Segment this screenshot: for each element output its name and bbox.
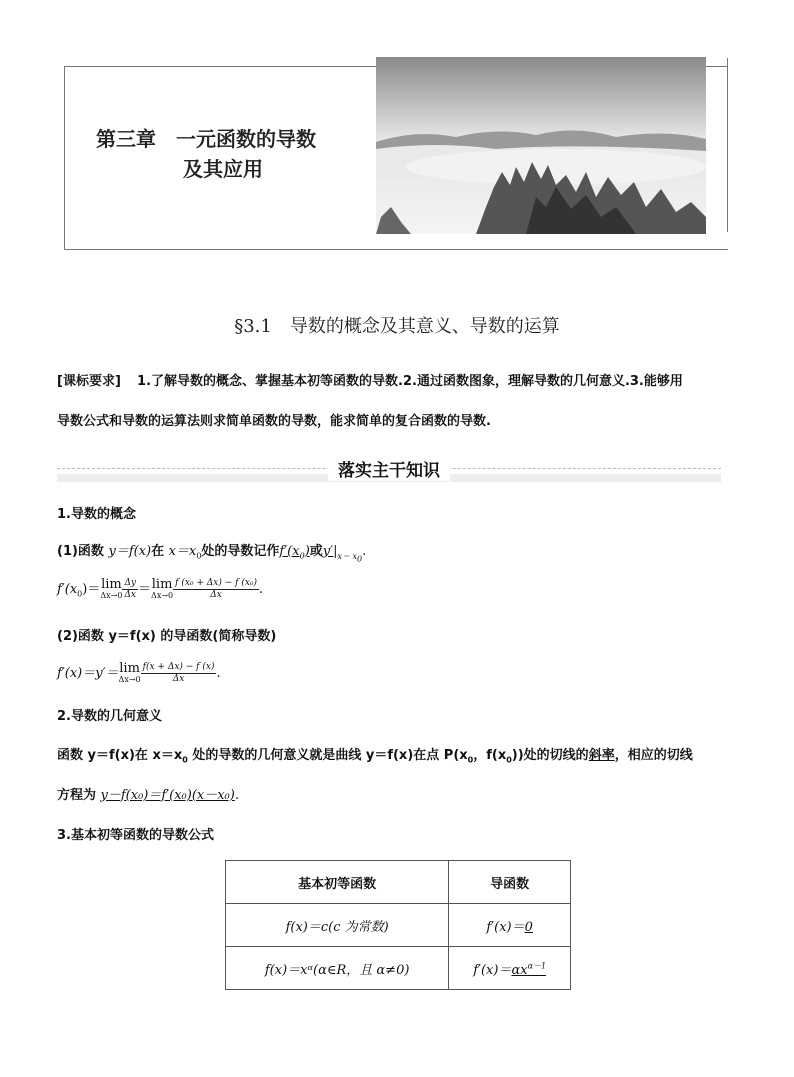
f1-frac1 [122, 578, 138, 601]
f1-lhs-end: )＝ [82, 582, 101, 597]
s2-line2-end: . [234, 788, 239, 803]
s2-line1-b: 处的导数的几何意义就是曲线 y＝f(x)在点 P(x [187, 748, 468, 763]
deriv-answer [511, 963, 546, 978]
f2-lim-sub: Δx→0 [118, 675, 141, 684]
s1-p1-mid2: 处的导数记作 [201, 544, 280, 559]
f2-lim [119, 662, 141, 685]
s1-p1: (1)函数 y＝f(x)在 $x=x_0$处的导数记作$f'(x_0)$或$y'|_{x= x_0}$. [57, 544, 367, 564]
deriv-answer-exp: α－1 [527, 961, 547, 971]
s1-p1-or: 或 [309, 544, 323, 559]
f1-lhs: f′(x [57, 582, 78, 597]
table-row [226, 904, 571, 947]
f2-frac [141, 662, 217, 685]
knowledge-heading-band [57, 456, 721, 484]
deriv-answer-base: αx [511, 962, 528, 978]
f1-lim1 [100, 578, 122, 601]
deriv-answer: 0 [524, 919, 533, 935]
s1-formula2: f′(x)＝y′＝lim Δx→0 $\frac{f(x + \Delta x) - f (x)}{\Delta x}$ . [57, 661, 221, 684]
table-cell-func: f(x)＝c(c 为常数) [226, 904, 449, 947]
s2-line2 [57, 786, 737, 806]
banner-divider [727, 58, 728, 232]
s2-line1-c: ，f(x [473, 748, 507, 763]
table-row [226, 947, 571, 990]
s1-p1-ans2-sub: x＝ x0 [337, 551, 363, 564]
f1-frac1-den: Δx [124, 590, 137, 600]
s1-title: 1.导数的概念 [57, 507, 136, 522]
f2-lhs: f′(x)＝y′＝ [57, 666, 119, 681]
s1-p1-ans2-sub-text: x＝ x [337, 551, 358, 561]
chapter-title [96, 124, 316, 184]
f2-lim-word: lim [119, 661, 140, 676]
s2-line2-a: 方程为 [57, 788, 101, 803]
f1-frac2-den: Δx [210, 590, 222, 600]
derivative-table [225, 860, 571, 990]
requirements-label: [课标要求] [57, 374, 121, 389]
s1-p1-mid: 在 [151, 544, 169, 559]
s1-p1-fx: y＝f(x) [108, 544, 152, 559]
s2-line1-answer: 斜率 [588, 748, 615, 763]
f1-eq: ＝ [138, 582, 152, 597]
f1-frac2-num: f (x₀ + Δx) − f (x₀) [175, 578, 258, 588]
s2-line1: 函数 y＝f(x)在 $x=x_0$ 处的导数的几何意义就是曲线 y＝f(x)在点 $P(x_0$，$f(x_0)$)处的切线的斜率，相应的切线 [57, 748, 693, 765]
s2-title: 2.导数的几何意义 [57, 709, 162, 724]
s1-formula1: $f'(x_0)=\lim$ Δx→0 $\frac{\Delta y}{\Delta x}$ ＝lim Δx→0 $\frac{\text{f (x₀ + Δx) − f (x₀)}}{\Delta x}$ . [57, 577, 264, 600]
chapter-title-line2: 及其应用 [183, 157, 263, 181]
f1-lim1-sub: Δx→0 [100, 591, 123, 600]
s2-line1-a: 函数 y＝f(x)在 x＝x [57, 748, 183, 763]
requirements-line2: 导数公式和导数的运算法则求简单函数的导数，能求简单的复合函数的导数. [57, 414, 491, 429]
s2-line2-answer: y－f(x₀)＝f′(x₀)(x－x₀) [100, 788, 235, 803]
s3-title: 3.基本初等函数的导数公式 [57, 828, 214, 843]
s1-p1-prefix: (1)函数 [57, 544, 109, 559]
f1-lim2-sub: Δx→0 [151, 591, 174, 600]
table-header-deriv: 导函数 [449, 861, 571, 904]
deriv-prefix: f′(x)＝ [486, 919, 525, 935]
s1-p1-x: x＝x [168, 544, 197, 559]
s1-p1-ans2: y′| [322, 544, 338, 559]
s2-line1-e: ，相应的切线 [614, 748, 693, 763]
table-cell-deriv [449, 947, 571, 990]
table-header-func: 基本初等函数 [226, 861, 449, 904]
f1-lim1-word: lim [101, 577, 122, 592]
table-header-row [226, 861, 571, 904]
s2-line1-d: ))处的切线的 [511, 748, 589, 763]
requirements-line1 [57, 372, 737, 392]
f2-frac-den: Δx [172, 674, 185, 684]
f2-frac-num: f(x + Δx) − f (x) [142, 662, 215, 672]
landscape-photo [376, 57, 706, 234]
section-title: §3.1 导数的概念及其意义、导数的运算 [234, 316, 560, 337]
chapter-title-line1: 第三章 一元函数的导数 [96, 127, 316, 151]
table-cell-func: f(x)＝xᵅ(α∈R，且 α≠0) [226, 947, 449, 990]
f1-lim2 [151, 578, 173, 601]
f1-frac2 [173, 578, 259, 601]
s1-p1-ans1: $f'(x_0)$ [279, 544, 310, 561]
s1-p1-ans1-text: f′(x [279, 544, 300, 559]
knowledge-heading: 落实主干知识 [328, 456, 450, 481]
f1-lim2-word: lim [151, 577, 173, 592]
requirements-text1: 1.了解导数的概念、掌握基本初等函数的导数.2.通过函数图象，理解导数的几何意义.3.能够用 [137, 374, 683, 389]
f1-frac1-num: Δy [124, 578, 137, 588]
table-cell-deriv [449, 904, 571, 947]
deriv-prefix: f′(x)＝ [473, 962, 512, 978]
s1-p2: (2)函数 y＝f(x) 的导函数(简称导数) [57, 629, 277, 644]
